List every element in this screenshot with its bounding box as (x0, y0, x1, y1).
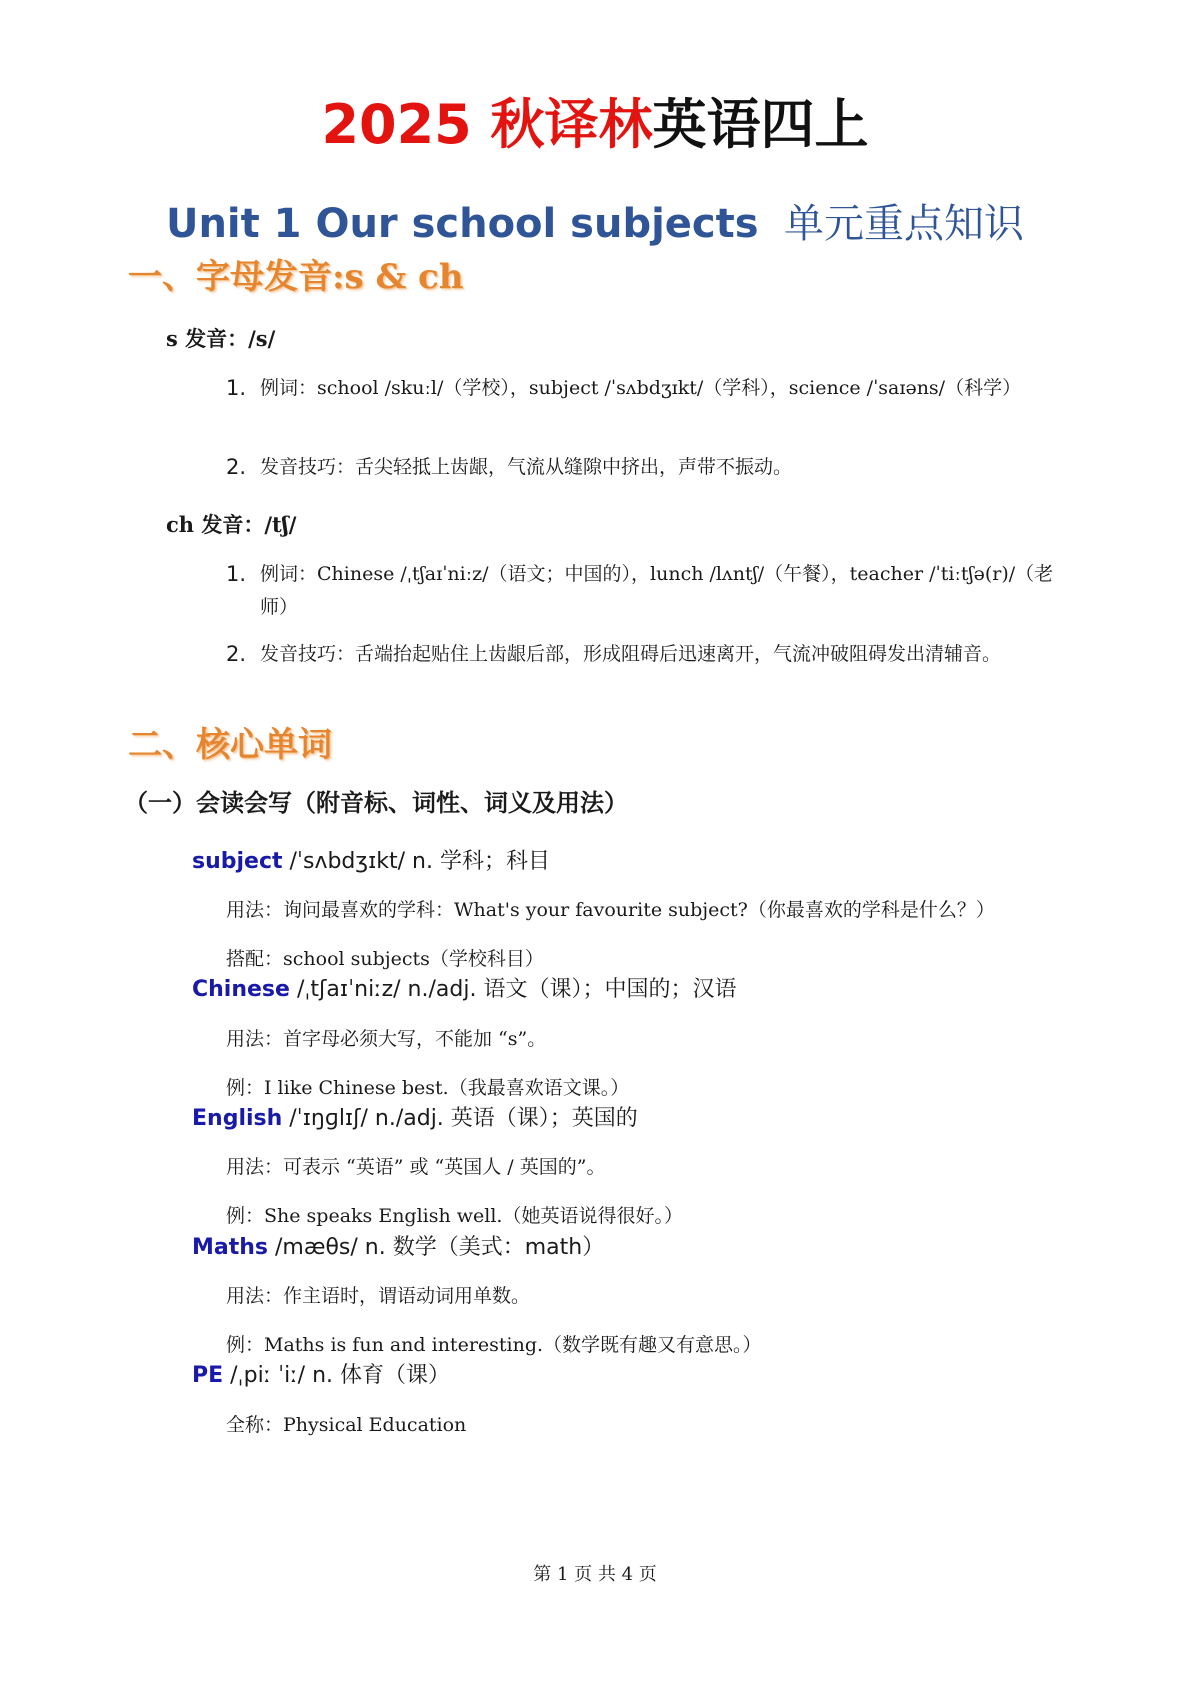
section2-subheading: （一）会读会写（附音标、词性、词义及用法） (124, 788, 628, 817)
unit-title-cn: 单元重点知识 (784, 201, 1025, 247)
word-definition: /ˈsʌbdʒɪkt/ n. 学科；科目 (282, 849, 550, 874)
word-fullname: 全称：Physical Education (226, 1414, 467, 1436)
word-definition: /mæθs/ n. 数学（美式：math） (268, 1235, 605, 1260)
unit-title (0, 196, 1190, 252)
s-sound-label: s 发音：/s/ (166, 326, 276, 351)
word-definition: /ˈɪŋɡlɪʃ/ n./adj. 英语（课）；英国的 (282, 1106, 638, 1131)
word-definition: /ˌpiː ˈiː/ n. 体育（课） (223, 1363, 450, 1388)
word-entry (192, 846, 550, 878)
list-item-text: 例词：Chinese /ˌtʃaɪˈniːz/（语文；中国的），lunch /lʌntʃ/（午餐），teacher /ˈtiːtʃə(r)/（老师） (260, 563, 1054, 618)
word-entry (192, 1103, 638, 1135)
word-entry (192, 974, 736, 1006)
list-item-text: 例词：school /skuːl/（学校），subject /ˈsʌbdʒɪkt/（学科），science /ˈsaɪəns/（科学） (260, 377, 1022, 399)
section1-heading: 一、字母发音:s & ch (128, 257, 464, 297)
section2-heading: 二、核心单词 (128, 725, 332, 765)
word-entry (192, 1360, 450, 1392)
word-headword: Chinese (192, 977, 290, 1002)
title-red-part: 2025 秋译林 (321, 93, 653, 156)
list-item-text: 发音技巧：舌尖轻抵上齿龈，气流从缝隙中挤出，声带不振动。 (260, 456, 793, 478)
word-usage: 用法：作主语时，谓语动词用单数。 (226, 1285, 531, 1307)
word-entry (192, 1232, 604, 1264)
word-usage: 用法：可表示 “英语” 或 “英国人 / 英国的”。 (226, 1156, 606, 1178)
word-example: 例：Maths is fun and interesting.（数学既有趣又有意思。） (226, 1334, 762, 1356)
list-item-text: 发音技巧：舌端抬起贴住上齿龈后部，形成阻碍后迅速离开，气流冲破阻碍发出清辅音。 (260, 643, 1002, 665)
document-title (0, 92, 1190, 157)
word-example: 搭配：school subjects（学校科目） (226, 948, 544, 970)
word-headword: English (192, 1106, 283, 1131)
page-footer: 第 1 页 共 4 页 (533, 1564, 657, 1585)
word-usage: 用法：首字母必须大写，不能加 “s”。 (226, 1028, 547, 1050)
list-number: 2. (226, 455, 247, 479)
list-number: 1. (226, 562, 247, 586)
title-black-part: 英语四上 (652, 92, 869, 156)
list-number: 1. (226, 376, 247, 400)
word-headword: PE (192, 1363, 224, 1388)
word-headword: Maths (192, 1235, 269, 1260)
list-number: 2. (226, 642, 247, 666)
word-example: 例：I like Chinese best.（我最喜欢语文课。） (226, 1077, 630, 1099)
word-example: 例：She speaks English well.（她英语说得很好。） (226, 1205, 683, 1227)
word-definition: /ˌtʃaɪˈniːz/ n./adj. 语文（课）；中国的；汉语 (289, 977, 737, 1002)
ch-sound-label: ch 发音：/tʃ/ (166, 512, 297, 537)
word-headword: subject (192, 849, 283, 874)
unit-title-en: Unit 1 Our school subjects (165, 201, 759, 247)
word-usage: 用法：询问最喜欢的学科：What's your favourite subject?（你最喜欢的学科是什么？） (226, 899, 995, 921)
